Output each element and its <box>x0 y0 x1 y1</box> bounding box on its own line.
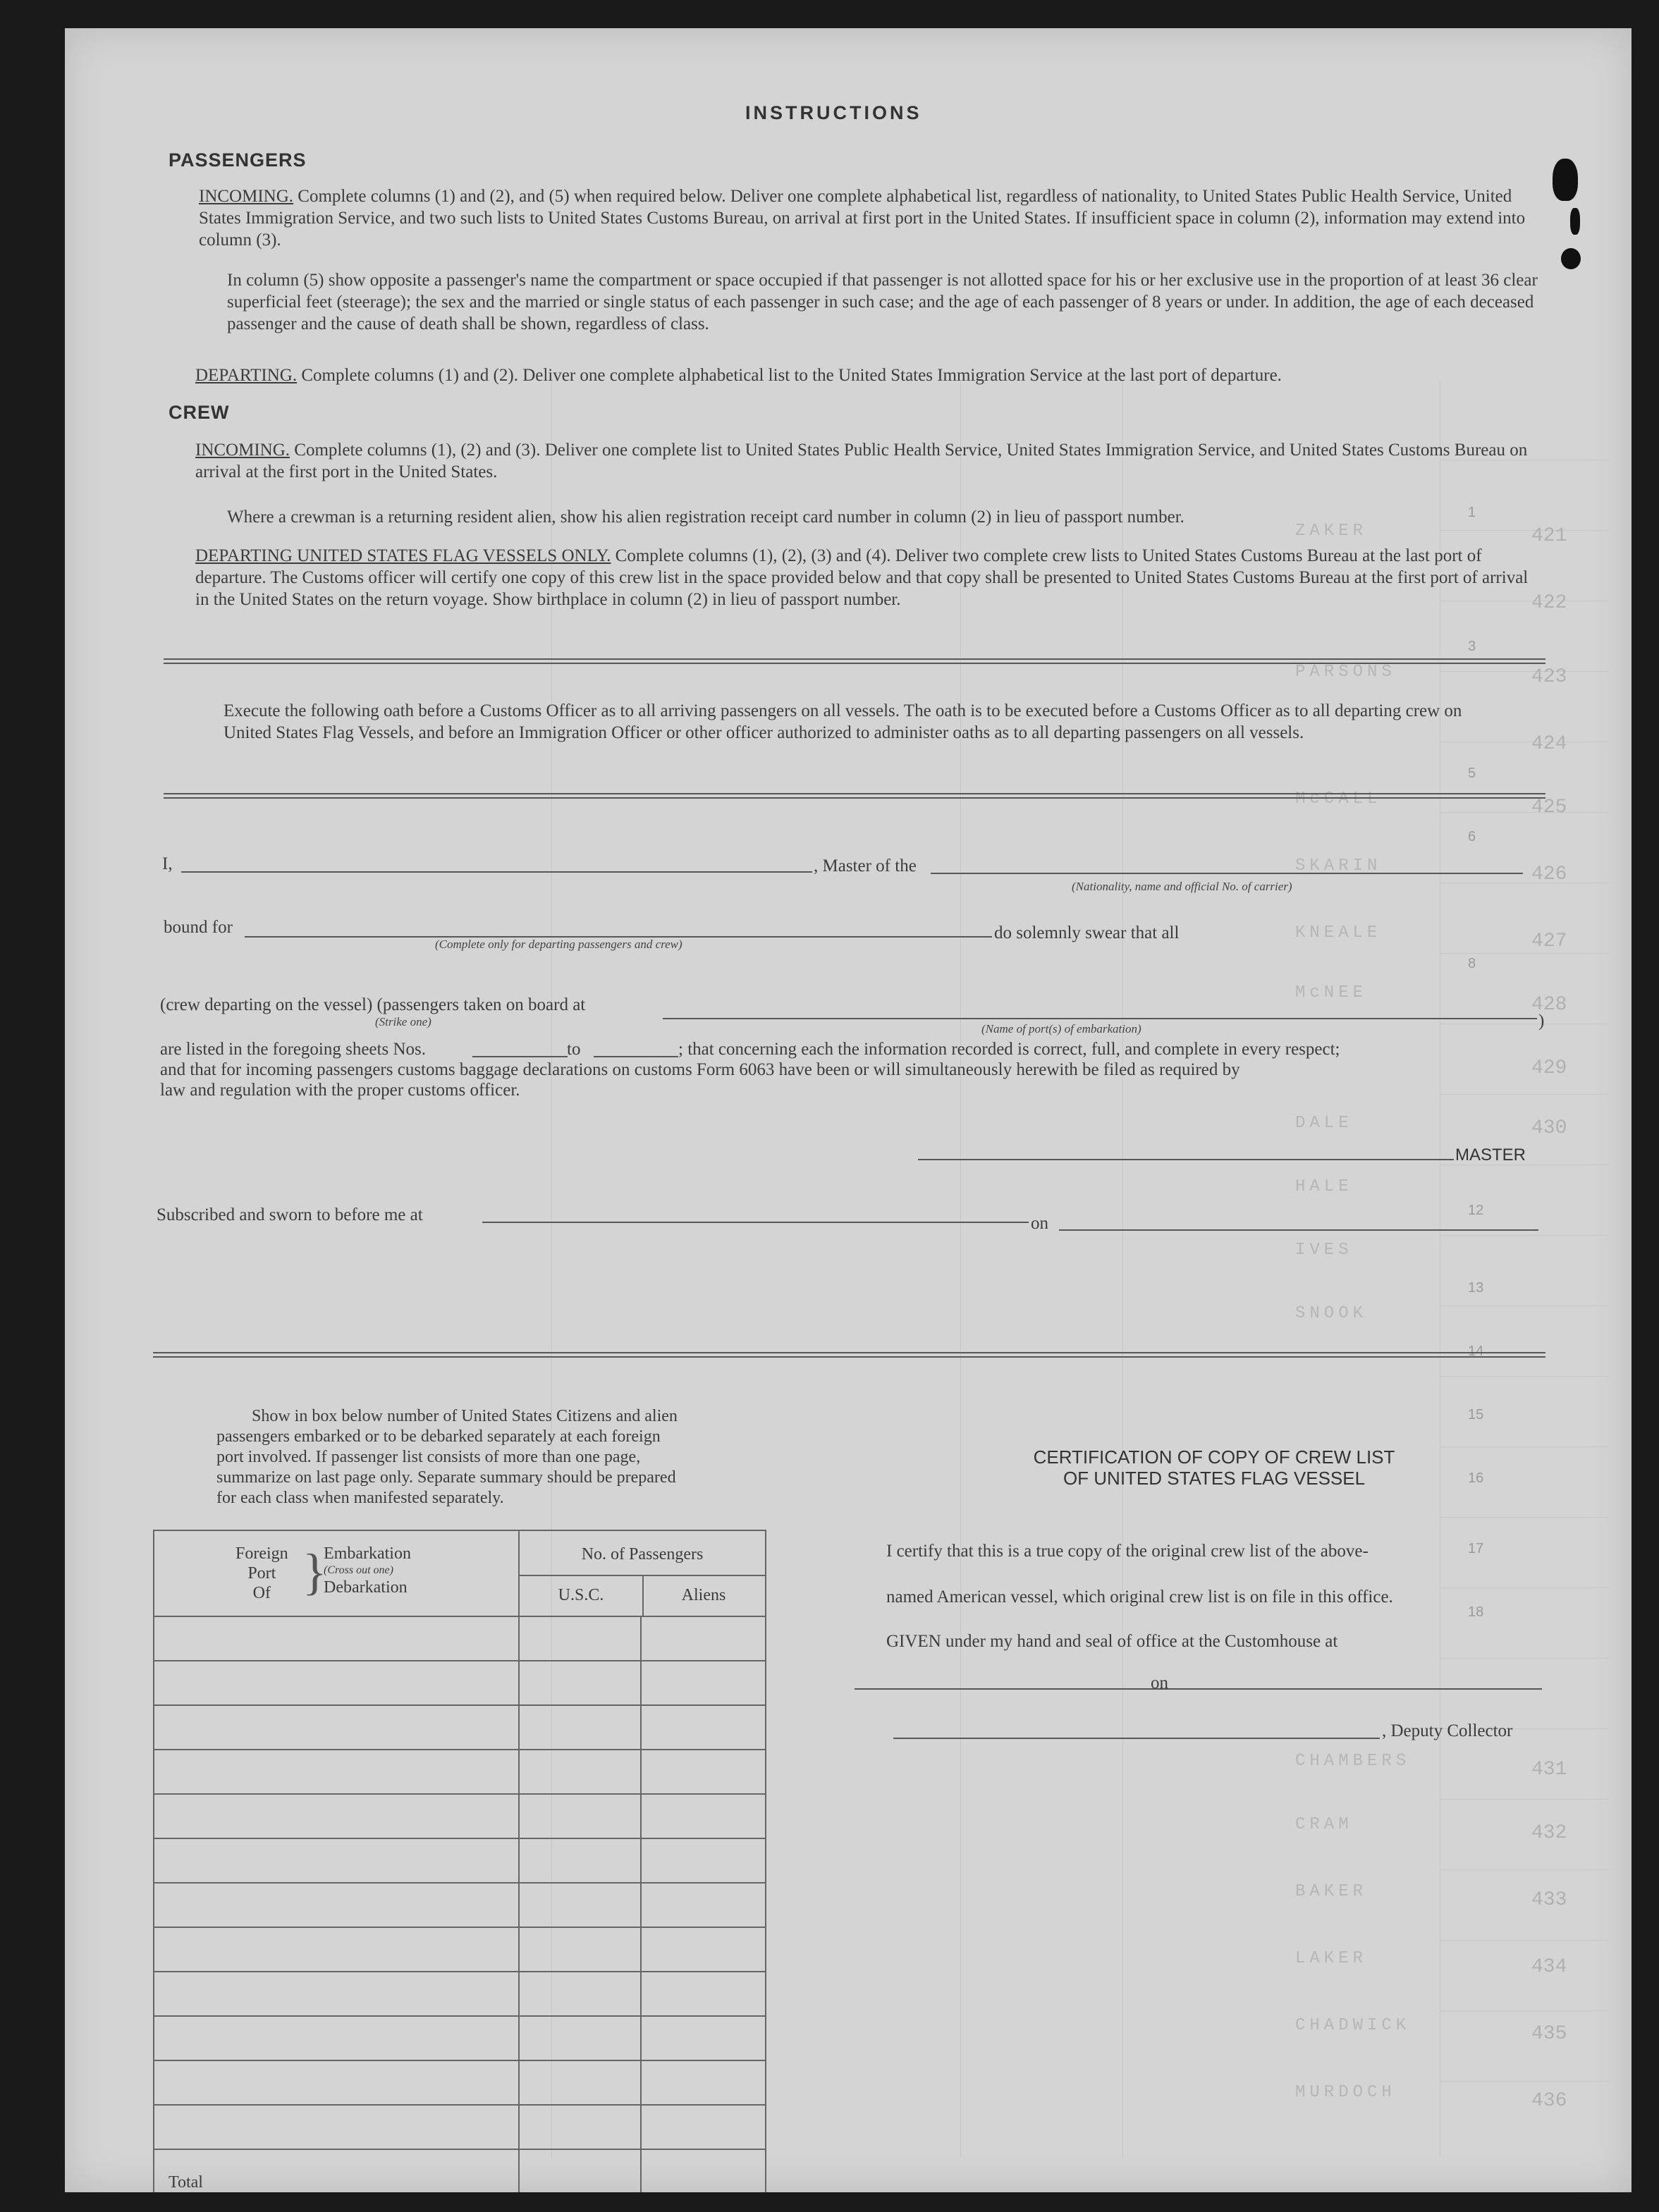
ghost-name: ZAKER <box>1295 522 1368 541</box>
summary-instruction-line: Show in box below number of United States Citizens and alien <box>252 1407 678 1425</box>
port-cell[interactable] <box>154 1794 519 1838</box>
listed-text-4: law and regulation with the proper customs officer. <box>160 1081 520 1100</box>
port-cell[interactable] <box>154 1750 519 1794</box>
aliens-cell[interactable] <box>641 1838 766 1883</box>
certify-line-1: I certify that this is a true copy of the original crew list of the above- <box>886 1542 1369 1561</box>
port-cell[interactable] <box>154 2060 519 2105</box>
close-paren: ) <box>1538 1012 1545 1031</box>
table-row <box>154 1883 766 1927</box>
ghost-number: 433 <box>1531 1889 1567 1911</box>
oath-intro-paragraph: Execute the following oath before a Customs Officer as to all arriving passengers on all vessels. The oath is to be executed before a Customs Officer as to all departing crew on United States Flag Vessels, and before an Immigration Officer or other officer authorized to administer oaths as to all departing passengers on all vessels. <box>224 701 1462 742</box>
separator-line <box>153 1352 1545 1358</box>
of-label: Of <box>252 1584 271 1602</box>
solemnly-swear-text: do solemnly swear that all <box>994 923 1180 942</box>
table-row <box>154 1750 766 1794</box>
aliens-total-cell[interactable] <box>641 2149 766 2192</box>
passengers-departing-text: Complete columns (1) and (2). Deliver one complete alphabetical list to the United States Immigration Service at the last port of departure. <box>301 366 1282 385</box>
aliens-label: Aliens <box>681 1586 726 1604</box>
separator-line <box>164 658 1545 664</box>
table-row <box>154 1972 766 2016</box>
table-row <box>154 2016 766 2060</box>
oath-i-label: I, <box>162 854 173 873</box>
ghost-name: MURDOCH <box>1295 2083 1396 2102</box>
separator-line <box>164 793 1545 799</box>
total-label: Total <box>169 2173 203 2192</box>
ghost-name: SNOOK <box>1295 1304 1368 1323</box>
usc-cell[interactable] <box>519 1750 641 1794</box>
ghost-name: BAKER <box>1295 1882 1368 1901</box>
master-label: MASTER <box>1455 1145 1526 1165</box>
master-name-field[interactable] <box>181 871 812 873</box>
ghost-number: 434 <box>1531 1956 1567 1978</box>
ghost-number: 423 <box>1531 666 1567 688</box>
document-sheet: ZAKER PARSONS McCALL SKARIN KNEALE McNEE DALE HALE IVES SNOOK CHAMBERS CRAM BAKER LAKER CHADWICK MURDOCH 421 422 423 424 425 426 427 428 429 430 431 432 433 434 435 436 1 3 5 6 8 12 13 14 15 16 17 18 INSTRUCTIONS PASSENGERS INCOMING. Complete columns (1) and (2), and (5) when required below. Deliver one complete alphabetical list, regardless of nationality, to United States Public Health Service, United States Immigration Service, and two such lists to United States Customs Bureau, on arrival at first port in the United States. If insufficient space in column (2), information may extend into column (3). In column (5) show opposite a passenger's name the compartment or space occupied if that passenger is not allotted space for his or her exclusive use in the proportion of at least 36 clear superficial feet (steerage); the sex and the married or single status of each passenger in such case; and the age of each passenger of 8 years or under. In addition, the age of each deceased passenger and the cause of death shall be shown, regardless of class. DEPARTING. Complete columns (1) and (2). Deliver one complete alphabetical list to the United States Immigration Service at the last port of departure. CREW INCOMING. Complete columns (1), (2) and (3). Deliver one complete list to United States Public Health Service, United States Immigration Service, and United States Customs Bureau on arrival at the first port in the United States. Where a crewman is a returning resident alien, show his alien registration receipt card number in column (2) in lieu of passport number. DEPARTING UNITED STATES FLAG VESSELS ONLY. Complete columns (1), (2), (3) and (4). Deliver two complete crew lists to United States Customs Bureau at the last port of departure. The Customs officer will certify one copy of this crew list in the space provided below and that copy shall be presented to United States Customs Bureau at the first port of arrival in the United States on the return voyage. Show birthplace in column (2) in lieu of passport number. Execute the following oath before a Customs Officer as to all arriving passengers on all vessels. The oath is to be executed before a Customs Officer as to all departing crew on United States Flag Vessels, and before an Immigration Officer or other officer authorized to administer oaths as to all departing passengers on all vessels. I, , Master of the (Nationality, name and official No. of carrier) bound for (Complete only for departing passengers and crew) do solemnly swear that all (crew departing on the vessel) (passengers taken on board at (Strike one) (Name of port(s) of embarkation) ) are listed in the foregoing sheets Nos. to ; that concerning each the information recorded is correct, full, and complete in every respect; and that for incoming passengers customs baggage declarations on customs Form 6063 have been or will simultaneously herewith be filed as required by law and regulation with the proper customs officer. MASTER Subscribed and sworn to before me at on Show in box below number of United States Citizens and alien passengers embarked or to be debarked separately at each foreign port involved. If passenger list consists of more than one page, summarize on last page only. Separate summary should be prepared for each class when manifested separately. Foreign Port Of } Embarkation (Cross out one) Debarkation No. of Passengers U.S.C. Aliens Total CERTIFICATION OF COPY OF CREW LIST OF UNITED STATES FLAG VESSEL I certify that this is a true copy of the original crew list of the above- named American vessel, which original crew list is on file in this office. GIVEN under my hand and seal of office at the Customhouse at on , Deputy Collector <box>65 28 1632 2192</box>
port-header-cell: Foreign Port Of } Embarkation (Cross out one) Debarkation <box>154 1530 519 1616</box>
aliens-cell[interactable] <box>641 1972 766 2016</box>
summary-instruction-line: for each class when manifested separately. <box>216 1489 504 1507</box>
usc-cell[interactable] <box>519 1838 641 1883</box>
port-cell[interactable] <box>154 1838 519 1883</box>
deputy-collector-label: , Deputy Collector <box>1382 1721 1513 1740</box>
usc-cell[interactable] <box>519 1661 641 1705</box>
vessel-field[interactable] <box>931 873 1523 874</box>
port-cell[interactable] <box>154 1972 519 2016</box>
ports-caption: (Name of port(s) of embarkation) <box>981 1022 1141 1036</box>
crew-departing-paragraph <box>195 545 1545 610</box>
listed-text-3: and that for incoming passengers customs baggage declarations on customs Form 6063 have been or will simultaneously herewith be filed as required by <box>160 1060 1240 1079</box>
no-of-passengers-label: No. of Passengers <box>581 1545 704 1563</box>
aliens-cell[interactable] <box>641 1616 766 1661</box>
ghost-number: 425 <box>1531 797 1567 818</box>
certification-heading-line: OF UNITED STATES FLAG VESSEL <box>1063 1468 1366 1489</box>
crew-incoming-text: Complete columns (1), (2) and (3). Deliver one complete list to United States Public Health Service, United States Immigration Service, and United States Customs Bureau on arrival at the first port in the United States. <box>195 441 1528 481</box>
usc-cell[interactable] <box>519 1972 641 2016</box>
debarkation-label: Debarkation <box>324 1578 408 1597</box>
usc-cell[interactable] <box>519 1616 641 1661</box>
usc-cell[interactable] <box>519 1705 641 1750</box>
ghost-name: CHAMBERS <box>1295 1752 1411 1771</box>
aliens-cell[interactable] <box>641 1750 766 1794</box>
summary-instruction-line: summarize on last page only. Separate summary should be prepared <box>216 1468 676 1487</box>
sheet-from-field[interactable] <box>472 1056 568 1057</box>
passenger-count-header <box>519 1530 766 1616</box>
table-row <box>154 1705 766 1750</box>
aliens-cell[interactable] <box>641 2016 766 2060</box>
deputy-collector-signature-field[interactable] <box>893 1738 1380 1739</box>
port-label: Port <box>247 1564 276 1583</box>
sworn-at-field[interactable] <box>482 1222 1029 1223</box>
port-cell[interactable] <box>154 1616 519 1661</box>
foreign-label: Foreign <box>235 1544 288 1563</box>
crew-departing-label: DEPARTING UNITED STATES FLAG VESSELS ONLY. <box>195 546 611 565</box>
port-cell[interactable] <box>154 2105 519 2149</box>
ghost-name: PARSONS <box>1295 663 1396 682</box>
nationality-caption: (Nationality, name and official No. of carrier) <box>1072 880 1292 893</box>
ghost-number: 430 <box>1531 1117 1567 1139</box>
usc-label: U.S.C. <box>558 1586 604 1604</box>
passengers-heading: PASSENGERS <box>169 149 307 171</box>
aliens-cell[interactable] <box>641 2060 766 2105</box>
subscribed-text: Subscribed and sworn to before me at <box>157 1205 423 1224</box>
table-row <box>154 1661 766 1705</box>
ghost-number: 428 <box>1531 994 1567 1016</box>
sheet-to-field[interactable] <box>594 1056 678 1057</box>
certification-on-label: on <box>1151 1673 1168 1692</box>
certification-heading-line: CERTIFICATION OF COPY OF CREW LIST <box>1033 1446 1395 1468</box>
given-line: GIVEN under my hand and seal of office at the Customhouse at <box>886 1632 1338 1651</box>
passengers-incoming-label: INCOMING. <box>199 187 294 206</box>
port-cell[interactable] <box>154 2016 519 2060</box>
aliens-cell[interactable] <box>641 1661 766 1705</box>
table-row <box>154 2060 766 2105</box>
ghost-name: CHADWICK <box>1295 2016 1411 2035</box>
aliens-cell[interactable] <box>641 2105 766 2149</box>
port-cell[interactable] <box>154 1927 519 1972</box>
ghost-name: HALE <box>1295 1177 1353 1196</box>
aliens-cell[interactable] <box>641 1927 766 1972</box>
ghost-number: 424 <box>1531 733 1567 755</box>
usc-cell[interactable] <box>519 2016 641 2060</box>
crew-alien-paragraph: Where a crewman is a returning resident alien, show his alien registration receipt card number in column (2) in lieu of passport number. <box>227 508 1184 527</box>
page-title: INSTRUCTIONS <box>745 102 922 123</box>
ghost-name: DALE <box>1295 1114 1353 1133</box>
ghost-name: LAKER <box>1295 1949 1368 1968</box>
aliens-cell[interactable] <box>641 1794 766 1838</box>
listed-text-1: are listed in the foregoing sheets Nos. <box>160 1040 426 1059</box>
aliens-cell[interactable] <box>641 1883 766 1927</box>
embarkation-label: Embarkation <box>324 1544 411 1563</box>
aliens-cell[interactable] <box>641 1705 766 1750</box>
crew-heading: CREW <box>169 402 230 423</box>
crew-incoming-paragraph <box>195 439 1545 483</box>
ghost-number: 436 <box>1531 2090 1567 2112</box>
master-signature-field[interactable] <box>918 1159 1454 1160</box>
ghost-name: SKARIN <box>1295 856 1382 875</box>
passenger-summary-table <box>153 1530 766 2192</box>
bound-for-label: bound for <box>164 918 233 937</box>
usc-cell[interactable] <box>519 1794 641 1838</box>
passengers-incoming-paragraph <box>199 185 1545 251</box>
listed-line-1 <box>160 1038 426 1060</box>
complete-only-caption: (Complete only for departing passengers and crew) <box>435 938 682 951</box>
port-cell[interactable] <box>154 1883 519 1927</box>
strike-one-caption: (Strike one) <box>375 1015 431 1028</box>
ghost-name: McCALL <box>1295 789 1382 809</box>
usc-cell[interactable] <box>519 2060 641 2105</box>
passengers-incoming-text: Complete columns (1) and (2), and (5) when required below. Deliver one complete alphabetical list, regardless of nationality, to United States Public Health Service, United States Immigration Service, and two such lists to United States Customs Bureau, on arrival at first port in the United States. If insufficient space in column (2), information may extend into column (3). <box>199 187 1526 250</box>
cross-out-caption: (Cross out one) <box>324 1564 393 1576</box>
usc-cell[interactable] <box>519 2105 641 2149</box>
port-of-embarkation-field[interactable] <box>663 1018 1537 1019</box>
ghost-number: 421 <box>1531 525 1567 547</box>
sworn-date-field[interactable] <box>1059 1229 1538 1231</box>
summary-instructions <box>216 1406 837 1509</box>
summary-instruction-line: passengers embarked or to be debarked separately at each foreign <box>216 1427 661 1446</box>
sworn-on-label: on <box>1031 1214 1048 1233</box>
ghost-number: 426 <box>1531 864 1567 885</box>
passengers-departing-paragraph <box>195 364 1545 386</box>
ghost-number: 429 <box>1531 1057 1567 1079</box>
table-row <box>154 2105 766 2149</box>
port-cell[interactable] <box>154 1705 519 1750</box>
ghost-name: KNEALE <box>1295 923 1382 942</box>
crew-departing-text: Complete columns (1), (2), (3) and (4). Deliver two complete crew lists to United States Customs Bureau at the last port of departure. The Customs officer will certify one copy of this crew list in the space provided below and that copy shall be presented to United States Customs Bureau at the first port of arrival in the United States on the return voyage. Show birthplace in column (2) in lieu of passport number. <box>195 546 1529 609</box>
passengers-column5-paragraph: In column (5) show opposite a passenger's name the compartment or space occupied if that passenger is not allotted space for his or her exclusive use in the proportion of at least 36 clear superficial feet (steerage); the sex and the married or single status of each passenger in such case; and the age of each passenger of 8 years or under. In addition, the age of each deceased passenger and the cause of death shall be shown, regardless of class. <box>227 271 1538 333</box>
certification-heading <box>946 1446 1482 1489</box>
ghost-number: 431 <box>1531 1759 1567 1781</box>
ghost-number: 427 <box>1531 930 1567 952</box>
passengers-departing-label: DEPARTING. <box>195 366 298 385</box>
table-row <box>154 1616 766 1661</box>
crew-incoming-label: INCOMING. <box>195 441 290 460</box>
crew-departing-text: (crew departing on the vessel) (passengers taken on board at <box>160 995 586 1014</box>
total-label-cell <box>154 2149 519 2192</box>
listed-text-2: ; that concerning each the information recorded is correct, full, and complete in every respect; <box>678 1040 1340 1059</box>
usc-total-cell[interactable] <box>519 2149 641 2192</box>
table-row <box>154 1838 766 1883</box>
ghost-name: IVES <box>1295 1241 1353 1260</box>
total-row <box>154 2149 766 2192</box>
summary-instruction-line: port involved. If passenger list consists of more than one page, <box>216 1448 641 1466</box>
port-cell[interactable] <box>154 1661 519 1705</box>
usc-cell[interactable] <box>519 1883 641 1927</box>
listed-to-label: to <box>567 1040 581 1059</box>
ghost-number: 432 <box>1531 1822 1567 1844</box>
table-row <box>154 1927 766 1972</box>
certify-line-2: named American vessel, which original crew list is on file in this office. <box>886 1587 1393 1606</box>
ghost-name: McNEE <box>1295 983 1368 1002</box>
ghost-name: CRAM <box>1295 1815 1353 1834</box>
master-of-label: , Master of the <box>814 856 917 875</box>
ghost-number: 435 <box>1531 2023 1567 2045</box>
ghost-number: 422 <box>1531 592 1567 614</box>
table-row <box>154 1794 766 1838</box>
usc-cell[interactable] <box>519 1927 641 1972</box>
certification-date-field[interactable] <box>1175 1688 1542 1690</box>
